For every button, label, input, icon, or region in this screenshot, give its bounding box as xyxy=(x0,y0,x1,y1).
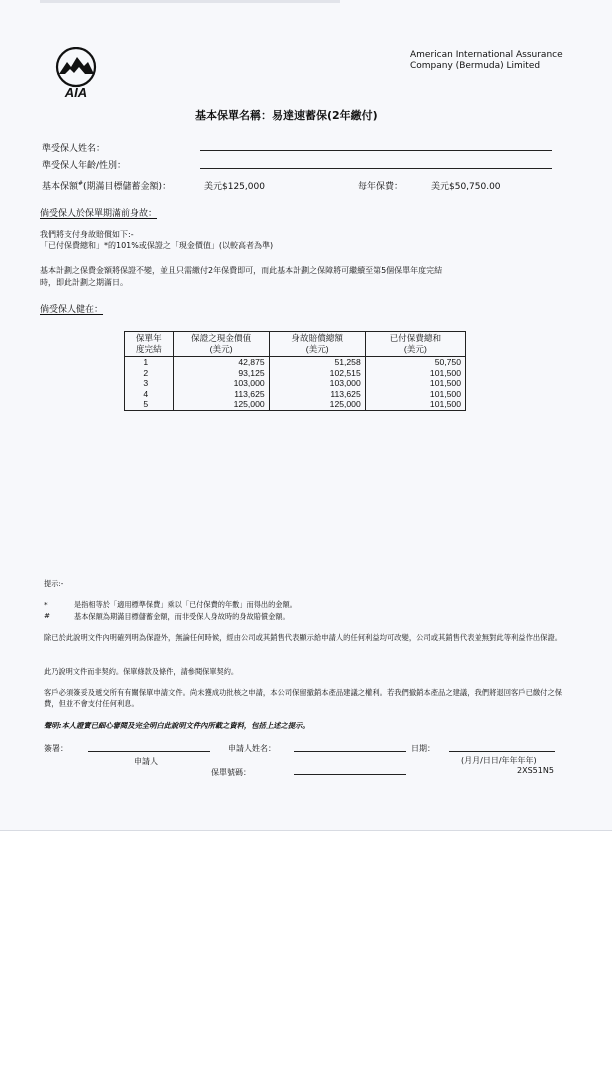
insured-name-label: 準受保人姓名： xyxy=(42,144,106,154)
cell-death-benefit: 125,000 xyxy=(269,399,365,410)
signature-line xyxy=(88,751,210,752)
col-header-policy-year: 保單年 度完結 xyxy=(125,332,174,357)
hash-mark: # xyxy=(78,180,84,187)
cell-cash-value: 125,000 xyxy=(173,399,269,410)
sum-insured-value: 美元$125,000 xyxy=(204,182,265,192)
cell-cash-value: 103,000 xyxy=(173,378,269,389)
cell-cash-value: 113,625 xyxy=(173,389,269,400)
date-line xyxy=(449,751,555,752)
cell-death-benefit: 113,625 xyxy=(269,389,365,400)
insured-age-line xyxy=(200,168,552,169)
applicant-name-line xyxy=(294,751,406,752)
hash-note: 基本保額為期滿目標儲蓄金額，而非受保人身故時的身故賠償金額。 xyxy=(74,612,290,621)
col-header-cash-value: 保證之現金價值 (美元) xyxy=(173,332,269,357)
table-row xyxy=(125,357,466,368)
cell-death-benefit: 102,515 xyxy=(269,368,365,379)
document-code: 2XS51N5 xyxy=(517,766,554,775)
annual-premium-label: 每年保費： xyxy=(358,182,404,192)
policy-number-label: 保單號碼： xyxy=(211,768,251,777)
insured-age-label: 準受保人年齡/性別： xyxy=(42,161,127,171)
hash-note-mark: # xyxy=(44,611,51,620)
sum-insured-label: 基本保額#(期滿目標儲蓄金額)： xyxy=(42,180,172,192)
policy-number-line xyxy=(294,774,406,775)
benefit-table xyxy=(124,331,466,411)
cell-year: 2 xyxy=(125,368,174,379)
alive-section-heading: 倘受保人健在： xyxy=(40,305,104,315)
cell-death-benefit: 103,000 xyxy=(269,378,365,389)
cell-premiums-paid: 101,500 xyxy=(365,368,465,379)
signature-label: 簽署： xyxy=(44,744,68,753)
cell-year: 4 xyxy=(125,389,174,400)
cell-death-benefit: 51,258 xyxy=(269,357,365,368)
cell-premiums-paid: 101,500 xyxy=(365,399,465,410)
cell-premiums-paid: 101,500 xyxy=(365,389,465,400)
not-a-contract-note: 此乃說明文件而非契約。保單條款及條件，請參閱保單契約。 xyxy=(44,667,239,676)
premium-guarantee-line1: 基本計劃之保費金額將保證不變，並且只需繳付2年保費即可，而此基本計劃之保障將可繼續至第5個保單年度完結 xyxy=(40,266,443,275)
star-mark: * xyxy=(44,600,48,609)
guarantee-disclaimer: 除已於此說明文件內明確列明為保證外，無論任何時候，經由公司或其銷售代表顯示給申請人的任何利益均可改變，公司或其銷售代表並無對此等利益作出保證。 xyxy=(44,633,563,642)
page-title: 基本保單名稱：易達速蓄保(2年繳付) xyxy=(195,109,378,122)
cell-premiums-paid: 101,500 xyxy=(365,378,465,389)
applicant-name-label: 申請人姓名： xyxy=(228,744,276,753)
cell-premiums-paid: 50,750 xyxy=(365,357,465,368)
application-note: 客戶必須簽妥及遞交所有有關保單申請文件。尚未獲成功批核之申請，本公司保留撤銷本產品建議之權利。若我們撤銷本產品之建議，我們將退回客戶已繳付之保費，但並不會支付任何利息。 xyxy=(44,688,563,708)
col-header-death-benefit: 身故賠償總額 (美元) xyxy=(269,332,365,357)
annual-premium-value: 美元$50,750.00 xyxy=(431,182,501,192)
declaration: 聲明:本人證實已細心審閱及完全明白此說明文件內所載之資料，包括上述之提示。 xyxy=(44,721,310,730)
insured-name-line xyxy=(200,150,552,151)
death-benefit-line2: 「已付保費總和」*的101%或保證之「現金價值」(以較高者為準) xyxy=(40,241,274,250)
cell-cash-value: 93,125 xyxy=(173,368,269,379)
table-header-row xyxy=(125,332,466,357)
table-row xyxy=(125,399,466,410)
company-name-line1: American International Assurance xyxy=(410,50,563,60)
table-row xyxy=(125,368,466,379)
cell-year: 1 xyxy=(125,357,174,368)
col-header-premiums-paid: 已付保費總和 (美元) xyxy=(365,332,465,357)
cell-cash-value: 42,875 xyxy=(173,357,269,368)
death-benefit-line1: 我們將支付身故賠償如下:- xyxy=(40,230,134,239)
notes-heading: 提示:- xyxy=(44,579,64,588)
applicant-label: 申請人 xyxy=(134,757,158,766)
aia-logo-icon xyxy=(52,47,100,99)
svg-text:AIA: AIA xyxy=(64,85,88,99)
cell-year: 5 xyxy=(125,399,174,410)
table-row xyxy=(125,389,466,400)
company-name-line2: Company (Bermuda) Limited xyxy=(410,61,541,71)
table-row xyxy=(125,378,466,389)
cell-year: 3 xyxy=(125,378,174,389)
premium-guarantee-line2: 時，即此計劃之期滿日。 xyxy=(40,278,128,287)
scan-edge-mark xyxy=(40,0,340,3)
date-label: 日期： xyxy=(411,744,435,753)
death-section-heading: 倘受保人於保單期滿前身故： xyxy=(40,209,158,219)
date-format-hint: (月月/日日/年年年年) xyxy=(461,756,537,765)
star-note: 是指相等於「適用標準保費」乘以「已付保費的年數」而得出的金額。 xyxy=(74,600,297,609)
